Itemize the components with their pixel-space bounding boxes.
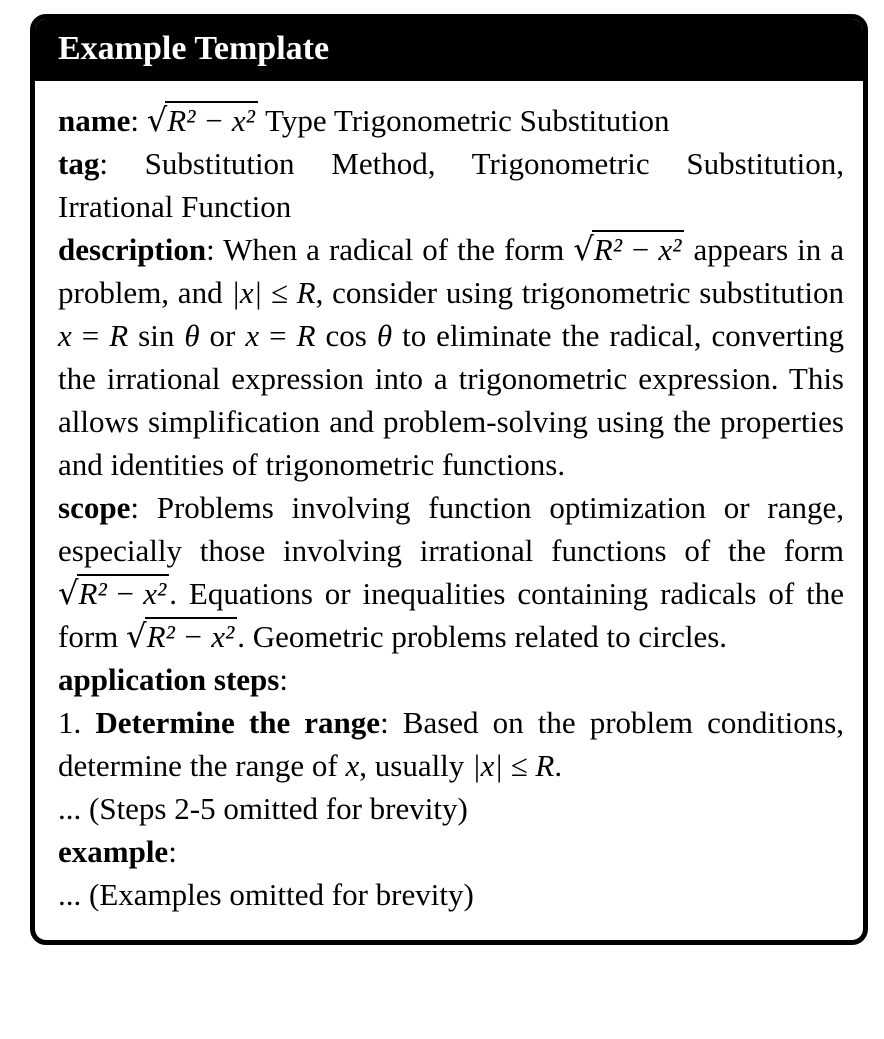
segment-label: description xyxy=(58,232,207,267)
field-application-steps xyxy=(58,658,844,701)
segment-text: = xyxy=(259,318,297,353)
radicand: R² − x² xyxy=(77,574,170,612)
field-example xyxy=(58,830,844,873)
segment-text: sin xyxy=(128,318,185,353)
segment-text: to eliminate the radical, converting the irrational expression into a trigonometric expression. This allows simplification and problem-solving using the properties and identities of trigonometric functions. xyxy=(58,318,845,482)
example-template-box xyxy=(30,14,868,945)
radical-sign: √ xyxy=(146,101,168,139)
segment-text: . Equations or inequalities containing radicals of the form xyxy=(58,576,844,654)
segment-math: |x| ≤ R xyxy=(472,748,555,783)
segment-text: Type Trigonometric Substitution xyxy=(257,103,670,138)
segment-math: |x| ≤ R xyxy=(231,275,316,310)
segment-text: : Substitution Method, Trigonometric Substitution, Irrational Function xyxy=(58,146,844,224)
radical-sign: √ xyxy=(573,230,594,268)
segment-label: application steps xyxy=(58,662,280,697)
segment-text: 1. xyxy=(58,705,96,740)
segment-text: : Based on the problem conditions, determine the range of xyxy=(58,705,845,783)
segment-math: x xyxy=(58,318,72,353)
box-title-bar xyxy=(35,19,863,81)
segment-math: x xyxy=(245,318,260,353)
segment-text: . Geometric problems related to circles. xyxy=(237,619,728,654)
segment-text: : xyxy=(130,103,147,138)
segment-text: ... (Steps 2-5 omitted for brevity) xyxy=(58,791,468,826)
field-scope xyxy=(58,486,844,658)
segment-label: scope xyxy=(58,490,131,525)
field-steps-omitted xyxy=(58,787,844,830)
field-description xyxy=(58,228,844,486)
segment-text: : xyxy=(168,834,177,869)
segment-math: θ xyxy=(184,318,200,353)
segment-text: cos xyxy=(315,318,377,353)
segment-label: example xyxy=(58,834,169,869)
radicand: R² − x² xyxy=(592,230,685,268)
segment-text: , consider using trigonometric substitution xyxy=(315,275,844,310)
field-examples-omitted xyxy=(58,873,844,916)
box-title: Example Template xyxy=(58,30,330,67)
sqrt-expression xyxy=(147,103,258,138)
segment-math: R xyxy=(109,318,129,353)
field-name xyxy=(58,99,844,142)
segment-text: ... (Examples omitted for brevity) xyxy=(58,877,474,912)
radical-sign: √ xyxy=(126,617,147,655)
segment-math: x xyxy=(345,748,360,783)
sqrt-expression xyxy=(126,619,237,654)
segment-label: tag xyxy=(58,146,100,181)
field-step-1 xyxy=(58,701,844,787)
segment-label: name xyxy=(58,103,131,138)
segment-text: or xyxy=(199,318,246,353)
segment-text: : Problems involving function optimization or range, especially those involving irrational functions of the form xyxy=(58,490,844,568)
template-body xyxy=(35,81,863,940)
segment-math: R xyxy=(296,318,316,353)
segment-text: appears in a problem, and xyxy=(58,232,844,310)
segment-text: . xyxy=(554,748,563,783)
radical-sign: √ xyxy=(58,574,79,612)
sqrt-expression xyxy=(58,576,169,611)
segment-bold: Determine the range xyxy=(95,705,381,740)
segment-text: : xyxy=(279,662,288,697)
radicand: R² − x² xyxy=(145,617,238,655)
field-tag xyxy=(58,142,844,228)
segment-math: θ xyxy=(376,318,393,353)
segment-text: = xyxy=(71,318,110,353)
radicand: R² − x² xyxy=(165,101,258,139)
sqrt-expression xyxy=(573,232,684,267)
segment-text: , usually xyxy=(359,748,473,783)
segment-text: : When a radical of the form xyxy=(206,232,574,267)
